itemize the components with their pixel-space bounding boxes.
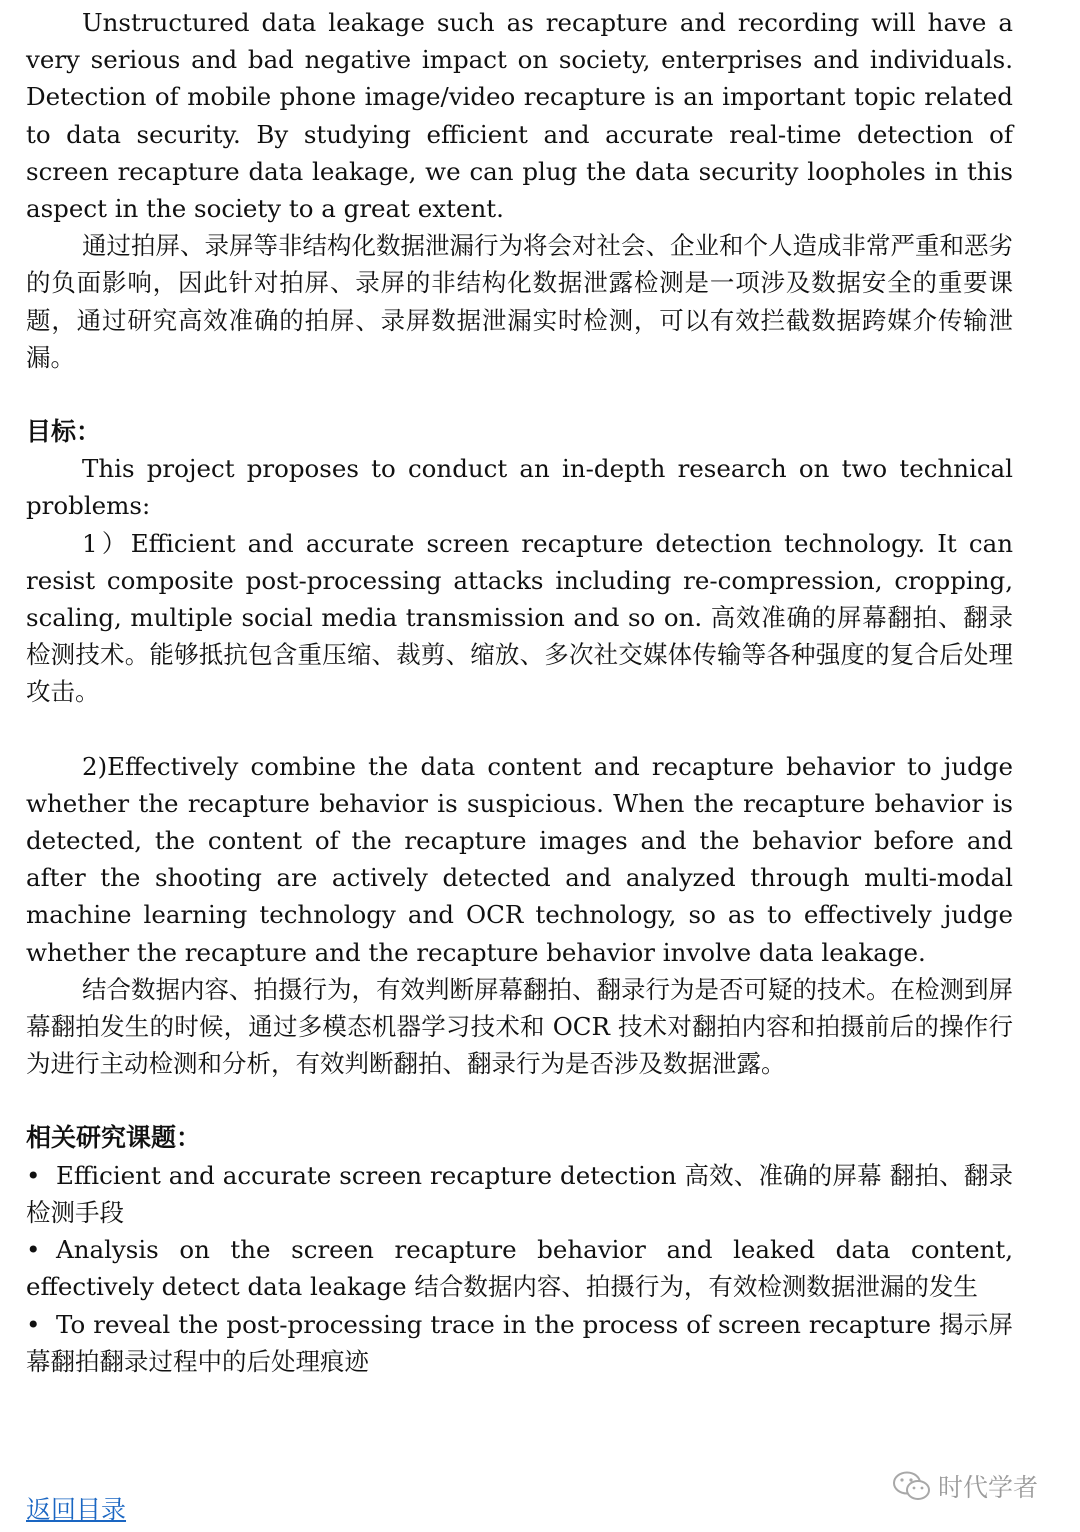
- topic-text: Efficient and accurate screen recapture detection 高效、准确的屏幕 翻拍、翻录检测手段: [26, 1160, 1013, 1227]
- paragraph-intro-en: Unstructured data leakage such as recapture and recording will have a very serious and bad negative impact on society, enterprises and individuals. Detection of mobile phone image/video recapture is an important topic related to data security. By studying efficient and accurate real-time detection of screen recapture data leakage, we can plug the data security loopholes in this aspect in the society to a great extent.: [26, 8, 1013, 224]
- bullet-icon: •: [26, 1160, 41, 1190]
- wechat-icon: [892, 1470, 932, 1502]
- topic-text: Analysis on the screen recapture behavior and leaked data content, effectively detect data leakage 结合数据内容、拍摄行为，有效检测数据泄漏的发生: [26, 1235, 1013, 1302]
- goal-item-1: 1）Efficient and accurate screen recapture detection technology. It can resist composite post-processing attacks including re-compression, cropping, scaling, multiple social media transmission and so on. 高效准确的屏幕翻拍、翻录检测技术。能够抵抗包含重压缩、裁剪、缩放、多次社交媒体传输等各种强度的复合后处理攻击。: [26, 528, 1013, 707]
- bullet-icon: •: [26, 1235, 41, 1265]
- topic-text: To reveal the post-processing trace in the process of screen recapture 揭示屏幕翻拍翻录过程中的后处理痕迹: [26, 1309, 1013, 1376]
- topics-heading: 相关研究课题：: [26, 1123, 202, 1153]
- watermark-text: 时代学者: [938, 1473, 1039, 1502]
- bullet-icon: •: [26, 1309, 41, 1339]
- topic-item: [26, 1231, 1013, 1305]
- goal-heading: 目标：: [26, 417, 102, 447]
- article-body: [26, 4, 1013, 1380]
- watermark: [892, 1466, 1052, 1506]
- spacer: [26, 1082, 1013, 1119]
- spacer: [26, 376, 1013, 413]
- goal-item-2-zh: 结合数据内容、拍摄行为，有效判断屏幕翻拍、翻录行为是否可疑的技术。在检测到屏幕翻拍发生的时候，通过多模态机器学习技术和 OCR 技术对翻拍内容和拍摄前后的操作行为进行主动检测和分析，有效判断翻拍、翻录行为是否涉及数据泄露。: [26, 974, 1013, 1079]
- spacer: [26, 711, 1013, 748]
- goal-item-2-en: 2)Effectively combine the data content and recapture behavior to judge whether the recapture behavior is suspicious. When the recapture behavior is detected, the content of the recapture images and the behavior before and after the shooting are actively detected and analyzed through multi-modal machine learning technology and OCR technology, so as to effectively judge whether the recapture and the recapture behavior involve data leakage.: [26, 751, 1013, 967]
- back-to-contents-link[interactable]: 返回目录: [26, 1495, 127, 1524]
- topic-item: [26, 1157, 1013, 1231]
- topic-item: [26, 1306, 1013, 1380]
- paragraph-intro-zh: 通过拍屏、录屏等非结构化数据泄漏行为将会对社会、企业和个人造成非常严重和恶劣的负面影响，因此针对拍屏、录屏的非结构化数据泄露检测是一项涉及数据安全的重要课题，通过研究高效准确的拍屏、录屏数据泄漏实时检测，可以有效拦截数据跨媒介传输泄漏。: [26, 231, 1013, 372]
- goal-intro: This project proposes to conduct an in-depth research on two technical problems:: [26, 454, 1013, 521]
